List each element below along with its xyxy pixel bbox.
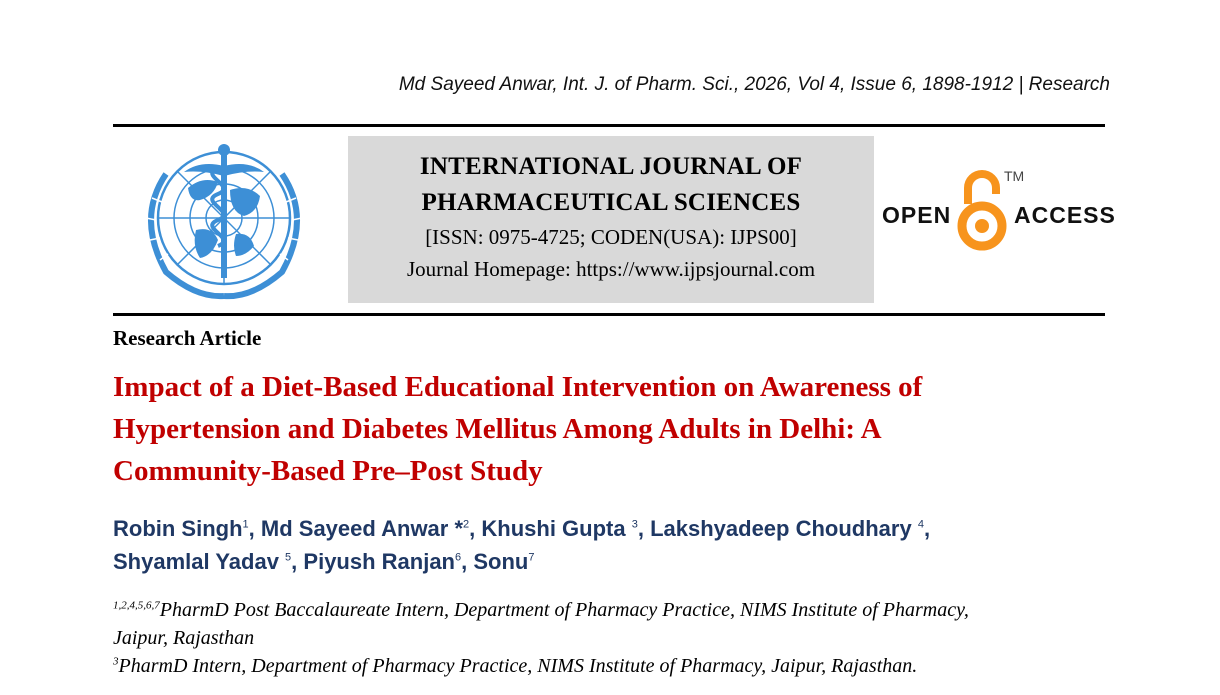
journal-name-line1: INTERNATIONAL JOURNAL OF bbox=[419, 153, 803, 180]
author-list bbox=[113, 512, 1113, 578]
running-header: Md Sayeed Anwar, Int. J. of Pharm. Sci., 2026, Vol 4, Issue 6, 1898-1912 | Research bbox=[398, 74, 1110, 95]
author-separator: , bbox=[248, 516, 261, 541]
author-separator: , bbox=[923, 516, 931, 541]
header-rule-top bbox=[113, 124, 1105, 127]
journal-info-box bbox=[348, 136, 874, 303]
author-affiliation-sup: 6 bbox=[455, 551, 462, 564]
affiliation-sup: 1,2,4,5,6,7 bbox=[113, 599, 160, 612]
open-access-logo bbox=[880, 164, 1116, 254]
title-line: Hypertension and Diabetes Mellitus Among Adults in Delhi: A bbox=[113, 413, 882, 445]
affiliation-text: Jaipur, Rajasthan bbox=[113, 627, 255, 649]
article-type: Research Article bbox=[113, 326, 262, 350]
article-title bbox=[113, 366, 1103, 492]
author-name: Robin Singh bbox=[113, 516, 243, 541]
open-access-open-text: OPEN bbox=[882, 202, 952, 228]
journal-homepage[interactable]: Journal Homepage: https://www.ijpsjournal.com bbox=[406, 257, 816, 281]
author-affiliation-sup: 2 bbox=[463, 518, 470, 531]
author-separator: , bbox=[291, 549, 304, 574]
author-name: Piyush Ranjan bbox=[303, 549, 455, 574]
author-name: Sonu bbox=[473, 549, 529, 574]
affiliation-sup: 3 bbox=[113, 655, 119, 668]
author-affiliation-sup: 3 bbox=[631, 518, 638, 531]
author-affiliation-sup: 5 bbox=[285, 551, 292, 564]
author-separator: , bbox=[637, 516, 651, 541]
author-separator: , bbox=[461, 549, 474, 574]
open-access-access-text: ACCESS bbox=[1014, 202, 1116, 228]
journal-emblem-logo bbox=[126, 138, 322, 306]
title-line: Impact of a Diet-Based Educational Intervention on Awareness of bbox=[113, 371, 923, 403]
author-name: Md Sayeed Anwar * bbox=[260, 516, 464, 541]
open-lock-icon bbox=[954, 168, 1010, 252]
affiliation-text: PharmD Post Baccalaureate Intern, Department of Pharmacy Practice, NIMS Institute of Pharmacy, bbox=[159, 599, 969, 621]
journal-name-line2: PHARMACEUTICAL SCIENCES bbox=[421, 189, 801, 216]
author-affiliation-sup: 1 bbox=[242, 518, 249, 531]
author-name: Khushi Gupta bbox=[481, 516, 632, 541]
author-separator: , bbox=[469, 516, 482, 541]
trademark-mark: TM bbox=[1004, 168, 1025, 184]
affiliation-text: PharmD Intern, Department of Pharmacy Practice, NIMS Institute of Pharmacy, Jaipur, Rajasthan. bbox=[118, 655, 918, 677]
journal-issn: [ISSN: 0975-4725; CODEN(USA): IJPS00] bbox=[425, 225, 797, 249]
affiliations bbox=[113, 596, 1113, 680]
title-line: Community-Based Pre–Post Study bbox=[113, 455, 543, 487]
author-name: Lakshyadeep Choudhary bbox=[650, 516, 918, 541]
author-affiliation-sup: 4 bbox=[917, 518, 924, 531]
header-rule-bottom bbox=[113, 313, 1105, 316]
author-affiliation-sup: 7 bbox=[528, 551, 535, 564]
author-name: Shyamlal Yadav bbox=[113, 549, 286, 574]
